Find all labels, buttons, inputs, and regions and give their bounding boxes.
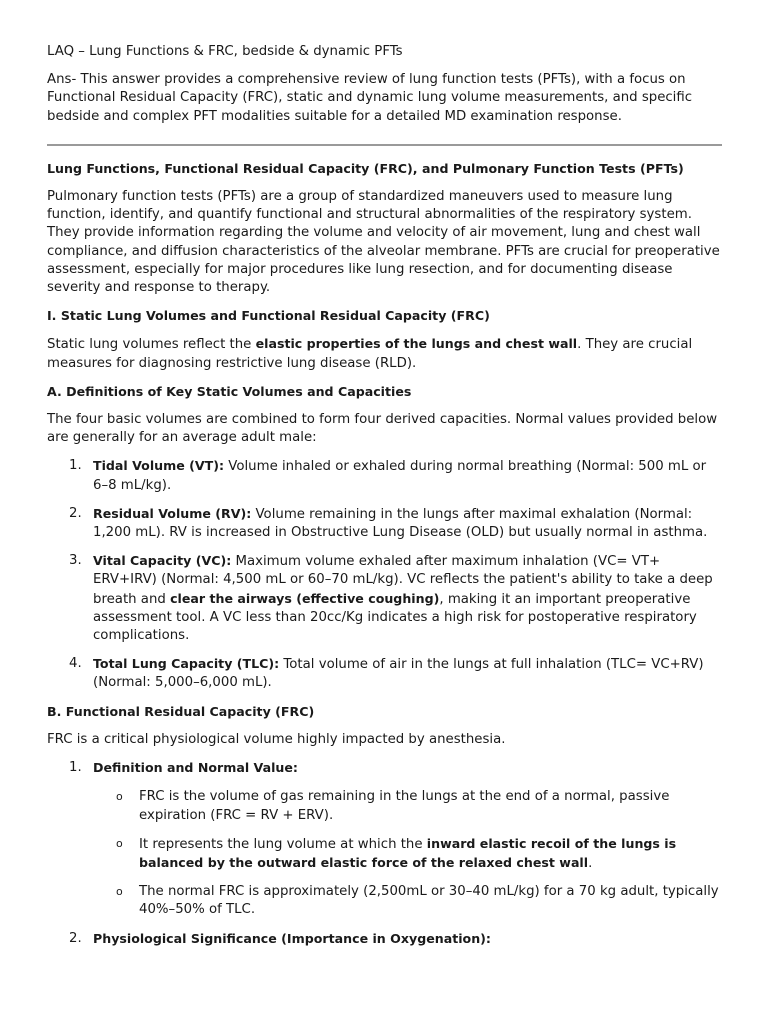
section-1-heading: I. Static Lung Volumes and Functional Residual Capacity (FRC) [47,308,490,324]
list-item: 2. Residual Volume (RV): Volume remaining in the lungs after maximal exhalation (Normal: 1,200 mL). RV is increased in Obstructive Lung Disease (OLD) but usually normal in asthma. [69,505,708,541]
list-item: 4. Total Lung Capacity (TLC): Total volume of air in the lungs at full inhalation (TLC= VC+RV) (Normal: 5,000–6,000 mL). [69,656,704,691]
sub-list-item: o It represents the lung volume at which the inward elastic recoil of the lungs is balanced by the outward elastic force of the relaxed chest wall. [116,835,677,871]
static-volumes-list [47,457,721,692]
list-item: 1. Tidal Volume (VT): Volume inhaled or exhaled during normal breathing (Normal: 500 mL or 6–8 mL/kg). [69,458,707,493]
section-b-paragraph: FRC is a critical physiological volume highly impacted by anesthesia. [47,731,506,747]
list-item: 3. Vital Capacity (VC): Maximum volume exhaled after maximum inhalation (VC= VT+ ERV+IRV) (Normal: 4,500 mL or 60–70 mL/kg). VC reflects the patient's ability to take a deep breath and clear the airways (effective coughing), making it an important preoperative assessment tool. A VC less than 20cc/Kg indicates a high risk for postoperative respiratory complications. [69,553,713,644]
frc-definition-sublist [93,788,721,919]
section-a-paragraph: The four basic volumes are combined to form four derived capacities. Normal values provided below are generally for an average adult male: [47,412,718,446]
section-a-heading: A. Definitions of Key Static Volumes and Capacities [47,383,412,399]
main-paragraph: Pulmonary function tests (PFTs) are a group of standardized maneuvers used to measure lung function, identify, and quantify functional and structural abnormalities of the respiratory system. They provide information regarding the volume and velocity of air movement, lung and chest wall compliance, and diffusion characteristics of the alveolar membrane. PFTs are crucial for preoperative assessment, especially for major procedures like lung resection, and for documenting disease severity and response to therapy. [47,189,720,296]
intro-paragraph: Ans- This answer provides a comprehensive review of lung function tests (PFTs), with a focus on Functional Residual Capacity (FRC), static and dynamic lung volume measurements, and specific bedside and complex PFT modalities suitable for a detailed MD examination response. [47,72,693,124]
section-1-paragraph: Static lung volumes reflect the elastic properties of the lungs and chest wall. They are crucial measures for diagnosing restrictive lung disease (RLD). [47,336,693,371]
list-item: 1. Definition and Normal Value: o FRC is the volume of gas remaining in the lungs at the end of a normal, passive expiration (FRC = RV + ERV). o It represents the lung volume at which the inward elastic recoil of the lungs is balanced by the outward elastic force of the relaxed chest wall. o The normal FRC is approximately (2,500mL or 30–40 mL/kg) for a 70 kg adult, typically 40%–50% of TLC. [47,759,721,919]
list-item: 2. Physiological Significance (Importance in Oxygenation): [69,930,491,946]
section-b-heading: B. Functional Residual Capacity (FRC) [47,703,315,719]
sub-list-item: o The normal FRC is approximately (2,500mL or 30–40 mL/kg) for a 70 kg adult, typically 40%–50% of TLC. [116,884,719,918]
horizontal-rule [47,144,722,146]
frc-list [47,759,721,949]
document-title: LAQ – Lung Functions & FRC, bedside & dynamic PFTs [47,44,403,59]
main-heading: Lung Functions, Functional Residual Capacity (FRC), and Pulmonary Function Tests (PFTs) [47,160,684,176]
sub-list-item: o FRC is the volume of gas remaining in the lungs at the end of a normal, passive expiration (FRC = RV + ERV). [116,789,670,823]
